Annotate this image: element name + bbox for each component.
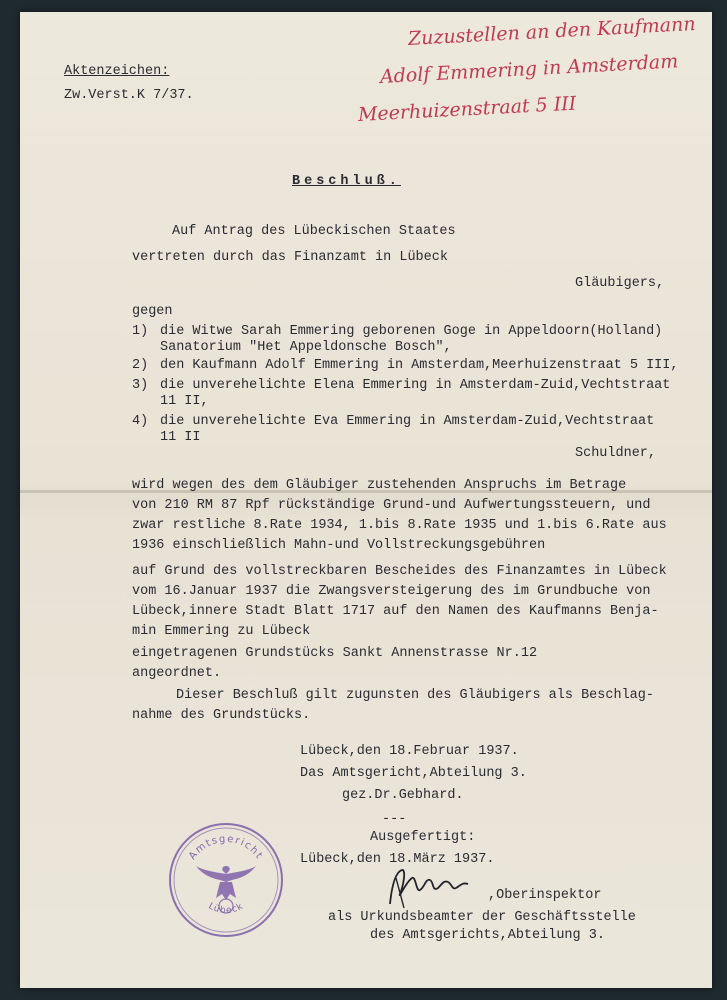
document-paper	[20, 12, 712, 988]
signature	[382, 864, 482, 914]
reference-value: Zw.Verst.K 7/37.	[64, 88, 194, 103]
stamp-top-text: Amtsgericht	[187, 833, 265, 862]
body2-line-2: vom 16.Januar 1937 die Zwangsversteigerung des im Grundbuche von	[132, 584, 651, 599]
debtor-3-num: 3)	[132, 378, 149, 393]
gegen-label: gegen	[132, 304, 173, 319]
court-stamp	[166, 820, 286, 940]
debtor-4-num: 4)	[132, 414, 149, 429]
debtor-3-line-1: die unverehelichte Elena Emmering in Amsterdam-Zuid,Vechtstraat	[160, 378, 671, 393]
body2-line-6: angeordnet.	[132, 666, 222, 681]
closing-dash: ---	[382, 812, 407, 827]
creditor-role: Gläubigers,	[575, 276, 665, 291]
body3-line-1: Dieser Beschluß gilt zugunsten des Gläubigers als Beschlag-	[176, 688, 654, 703]
body3-line-2: nahme des Grundstücks.	[132, 708, 311, 723]
body1-line-2: von 210 RM 87 Rpf rückständige Grund-und Aufwertungssteuern, und	[132, 498, 651, 513]
debtor-4-line-2: 11 II	[160, 430, 201, 445]
body1-line-3: zwar restliche 8.Rate 1934, 1.bis 8.Rate 1935 und 1.bis 6.Rate aus	[132, 518, 667, 533]
debtor-4-line-1: die unverehelichte Eva Emmering in Amsterdam-Zuid,Vechtstraat	[160, 414, 655, 429]
debtor-1-line-2: Sanatorium "Het Appeldonsche Bosch",	[160, 340, 452, 355]
closing-signed: gez.Dr.Gebhard.	[342, 788, 464, 803]
closing-date: Lübeck,den 18.Februar 1937.	[300, 744, 519, 759]
intro-line-2: vertreten durch das Finanzamt in Lübeck	[132, 250, 448, 265]
handwritten-line-3: Meerhuizenstraat 5 III	[357, 92, 577, 126]
body1-line-1: wird wegen des dem Gläubiger zustehenden Anspruchs im Betrage	[132, 478, 627, 493]
eagle-icon	[196, 866, 256, 900]
handwritten-line-2: Adolf Emmering in Amsterdam	[379, 50, 679, 88]
body2-line-3: Lübeck,innere Stadt Blatt 1717 auf den Namen des Kaufmanns Benja-	[132, 604, 659, 619]
body1-line-4: 1936 einschließlich Mahn-und Vollstreckungsgebühren	[132, 538, 546, 553]
svg-text:Lübeck	[207, 901, 246, 916]
body2-line-5: eingetragenen Grundstücks Sankt Annenstrasse Nr.12	[132, 646, 538, 661]
closing-date-2: Lübeck,den 18.März 1937.	[300, 852, 495, 867]
closing-court: Das Amtsgericht,Abteilung 3.	[300, 766, 527, 781]
ausgefertigt-label: Ausgefertigt:	[370, 830, 476, 845]
official-line-2: des Amtsgerichts,Abteilung 3.	[370, 928, 605, 943]
svg-text:Amtsgericht	[187, 834, 265, 862]
body2-line-1: auf Grund des vollstreckbaren Bescheides des Finanzamtes in Lübeck	[132, 564, 667, 579]
reference-label: Aktenzeichen:	[64, 64, 170, 79]
debtor-3-line-2: 11 II,	[160, 394, 209, 409]
stamp-bottom-text: Lübeck	[206, 901, 246, 917]
debtor-role: Schuldner,	[575, 446, 657, 461]
intro-line-1: Auf Antrag des Lübeckischen Staates	[172, 224, 456, 239]
official-line-1: als Urkundsbeamter der Geschäftsstelle	[328, 910, 636, 925]
debtor-1-num: 1)	[132, 324, 149, 339]
official-role: ,Oberinspektor	[488, 888, 602, 903]
handwritten-line-1: Zuzustellen an den Kaufmann	[407, 12, 697, 50]
debtor-2-line-1: den Kaufmann Adolf Emmering in Amsterdam,Meerhuizenstraat 5 III,	[160, 358, 679, 373]
debtor-2-num: 2)	[132, 358, 149, 373]
body2-line-4: min Emmering zu Lübeck	[132, 624, 311, 639]
debtor-1-line-1: die Witwe Sarah Emmering geborenen Goge in Appeldoorn(Holland)	[160, 324, 663, 339]
document-title: Beschluß.	[292, 174, 401, 189]
